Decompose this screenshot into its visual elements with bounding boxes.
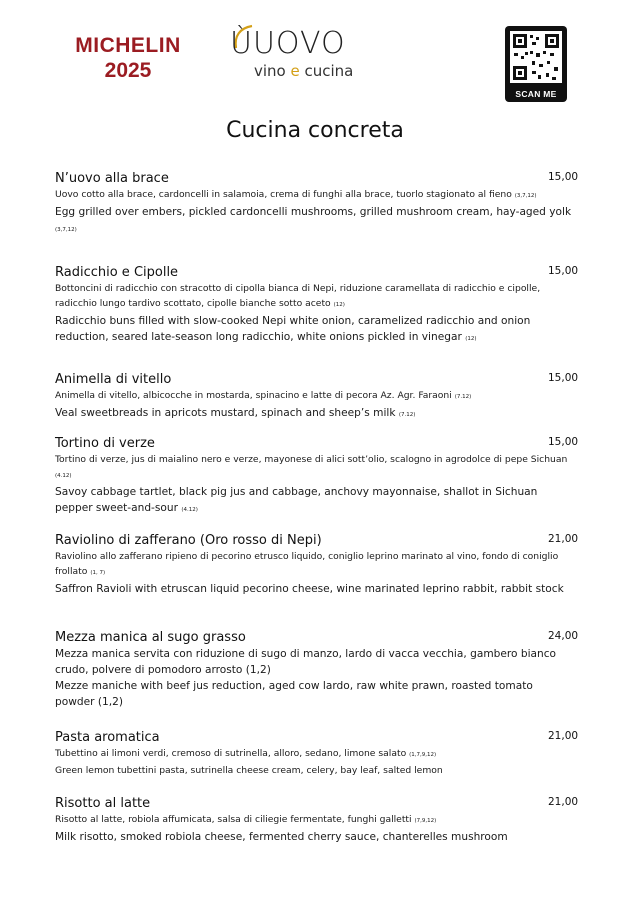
allergen-codes: (4.12) [181,507,198,513]
qr-icon [510,31,562,83]
allergen-codes: (12) [465,336,477,342]
qr-code[interactable] [505,26,567,102]
dish-desc-it-text: Animella di vitello, albicocche in mostarda, spinacino e latte di pecora Az. Agr. Faraoni [55,390,452,401]
qr-pattern [510,31,562,83]
dish-name: Risotto al latte [55,796,151,811]
dish-description-it [55,281,575,313]
dish-desc-it-text: Uovo cotto alla brace, cardoncelli in salamoia, crema di funghi alla brace, tuorlo stagionato al fieno [55,189,512,200]
dish-desc-en-text: Egg grilled over embers, pickled cardoncelli mushrooms, grilled mushroom cream, hay-aged yolk [55,206,572,218]
dish-price: 24,00 [548,630,579,642]
dish-name: N’uovo alla brace [55,171,169,186]
logo-tagline-1: vino [254,62,291,80]
logo-tagline-2: cucina [299,62,354,80]
menu-item [55,532,579,597]
allergen-codes: (3,7,12) [514,193,537,199]
dish-name: Pasta aromatica [55,730,160,745]
qr-label: SCAN ME [515,89,557,99]
dish-description-it [55,388,575,405]
michelin-title: MICHELIN [75,34,181,57]
dish-name: Tortino di verze [55,436,155,451]
dish-name: Raviolino di zafferano (Oro rosso di Nepi) [55,533,322,548]
dish-price: 15,00 [548,372,579,384]
allergen-codes: (3,7,12) [55,227,77,233]
menu-item [55,264,579,347]
dish-description-it [55,187,575,204]
dish-desc-it-text: Bottoncini di radicchio con stracotto di cipolla bianca di Nepi, riduzione caramellata di radicchio e cipolle, radicchio lungo tardivo scottato, cipolle bianche sotto aceto [55,283,541,309]
dish-name: Radicchio e Cipolle [55,265,179,280]
dish-desc-en-text: Green lemon tubettini pasta, sutrinella cheese cream, celery, bay leaf, salted lemon [55,765,443,776]
dish-description-en [55,581,575,597]
michelin-year: 2025 [104,59,152,82]
menu-item [55,170,579,238]
dish-description-en [55,484,575,518]
dish-description-en [55,313,575,347]
dish-desc-en-text: Radicchio buns filled with slow-cooked Nepi white onion, caramelized radicchio and onion reduction, seared late-season long radicchio, white onions pickled in vinegar [55,315,531,343]
dish-price: 21,00 [548,533,579,545]
menu-item [55,795,579,845]
allergen-codes: (7.12) [398,412,416,418]
dish-desc-it-text: Mezza manica servita con riduzione di sugo di manzo, lardo di vacca vecchia, gambero bianco crudo, polvere di pomodoro arrosto (1,2) [55,648,557,676]
restaurant-logo [228,22,398,84]
dish-desc-en-text: Milk risotto, smoked robiola cheese, fermented cherry sauce, chanterelles mushroom [55,831,508,843]
logo-tagline [254,62,353,80]
dish-description-en [55,204,575,238]
dish-name: Animella di vitello [55,372,172,387]
dish-desc-it-text: Risotto al latte, robiola affumicata, salsa di ciliegie fermentate, funghi galletti [55,814,412,825]
dish-desc-en-text: Savoy cabbage tartlet, black pig jus and cabbage, anchovy mayonnaise, shallot in Sichuan pepper sweet-and-sour [55,486,538,514]
menu-item [55,629,579,710]
allergen-codes: (7,9,12) [414,818,437,824]
dish-description-it [55,549,575,581]
dish-description-en [55,678,575,710]
dish-desc-en-text: Veal sweetbreads in apricots mustard, spinach and sheep’s milk [55,407,396,419]
allergen-codes: (7.12) [454,394,472,400]
dish-desc-en-text: Saffron Ravioli with etruscan liquid pecorino cheese, wine marinated leprino rabbit, rabbit stock [55,583,564,595]
michelin-badge [68,34,188,84]
menu-item [55,371,579,423]
dish-desc-it-text: Tubettino ai limoni verdi, cremoso di sutrinella, alloro, sedano, limone salato [55,748,407,759]
logo-wordmark: ÙUOVO [230,26,346,61]
dish-desc-it-text: Raviolino allo zafferano ripieno di pecorino etrusco liquido, coniglio leprino marinato al vino, fondo di coniglio frollato [55,551,559,577]
dish-description-it [55,646,575,678]
menu-title: Cucina concreta [226,118,404,143]
dish-description-it [55,812,575,829]
dish-price: 21,00 [548,796,579,808]
dish-desc-it-text: Tortino di verze, jus di maialino nero e verze, mayonese di alici sott’olio, scalogno in agrodolce di pepe Sichuan [55,454,568,465]
dish-price: 15,00 [548,265,579,277]
dish-description-en [55,763,575,778]
logo-tagline-e: e [290,62,300,80]
dish-desc-en-text: Mezze maniche with beef jus reduction, aged cow lardo, raw white prawn, roasted tomato powder (1,2) [55,680,533,708]
dish-name: Mezza manica al sugo grasso [55,630,246,645]
dish-description-en [55,829,575,845]
dish-price: 21,00 [548,730,579,742]
allergen-codes: (4.12) [55,473,72,479]
allergen-codes: (1,7,9,12) [409,752,437,758]
menu-item [55,729,579,778]
dish-description-it [55,452,575,484]
menu-item [55,435,579,518]
dish-description-it [55,746,575,763]
allergen-codes: (12) [333,302,345,308]
dish-price: 15,00 [548,171,579,183]
allergen-codes: (1, 7) [90,570,106,576]
dish-price: 15,00 [548,436,579,448]
dish-description-en [55,405,575,423]
